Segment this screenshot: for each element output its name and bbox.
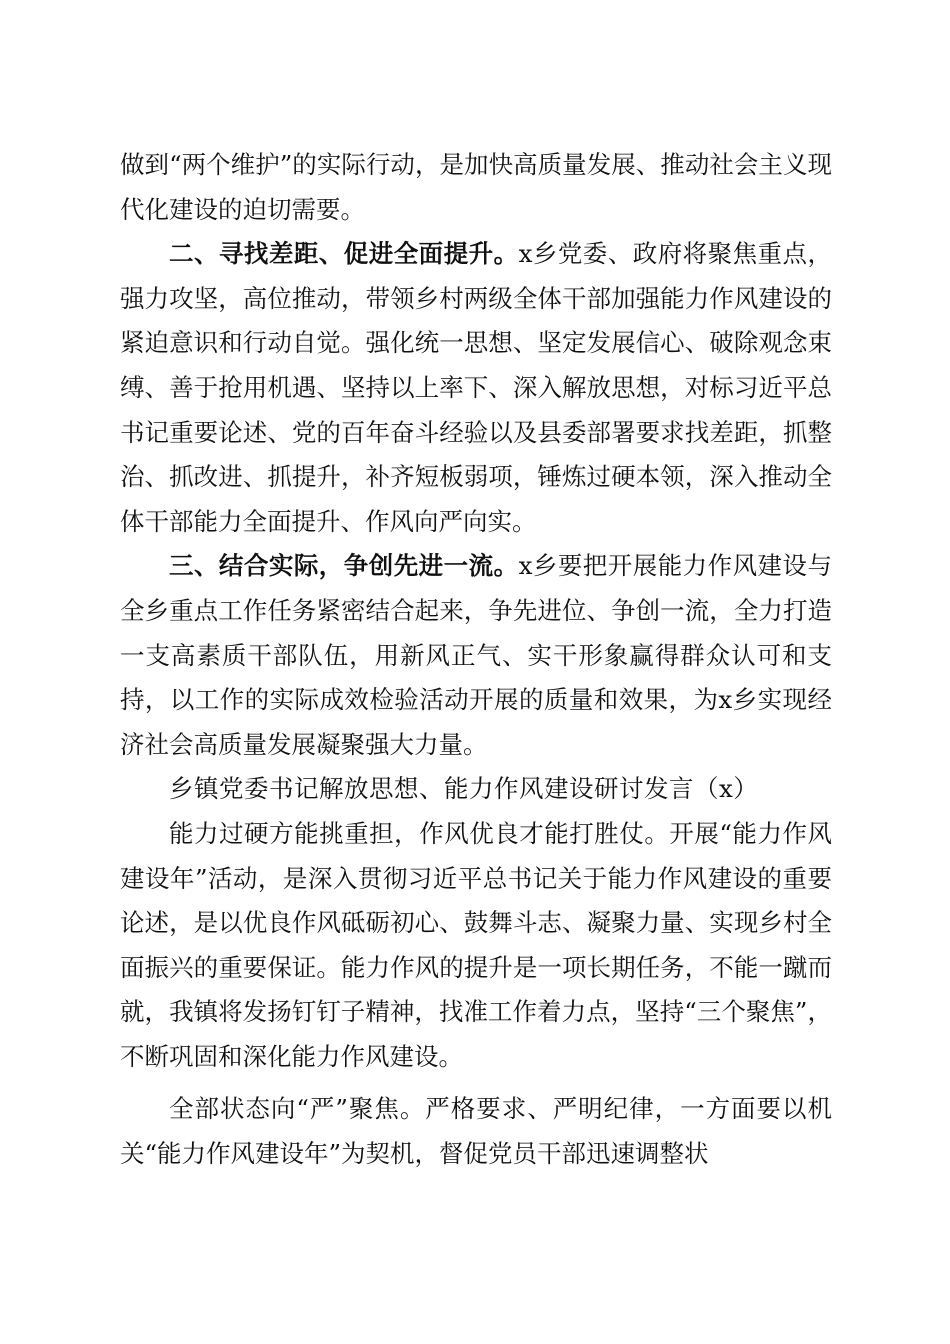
section-two-heading: 二、寻找差距、促进全面提升。 (169, 239, 519, 269)
document-page (120, 143, 832, 1177)
section-three-text: x乡要把开展能力作风建设与全乡重点工作任务紧密结合起来，争先进位、争创一流，全力打造一支高素质干部队伍，用新风正气、实干形象赢得群众认可和支持，以工作的实际成效检验活动开展的质量和效果，为x乡实现经济社会高质量发展凝聚强大力量。 (120, 551, 832, 759)
paragraph-text: 做到“两个维护”的实际行动，是加快高质量发展、推动社会主义现代化建设的迫切需要。 (120, 150, 832, 224)
paragraph-continuation (120, 143, 832, 232)
section-three-paragraph (120, 544, 832, 767)
speech-title: 乡镇党委书记解放思想、能力作风建设研讨发言（x） (169, 774, 759, 804)
section-two-text: x乡党委、政府将聚焦重点，强力攻坚，高位推动，带领乡村两级全体干部加强能力作风建设的紧迫意识和行动自觉。强化统一思想、坚定发展信心、破除观念束缚、善于抢用机遇、坚持以上率下、深入解放思想，对标习近平总书记重要论述、党的百年奋斗经验以及县委部署要求找差距，抓整治、抓改进、抓提升，补齐短板弱项，锤炼过硬本领，深入推动全体干部能力全面提升、作风向严向实。 (120, 239, 832, 536)
body-paragraph-focus: 全部状态向“严”聚焦。严格要求、严明纪律，一方面要以机关“能力作风建设年”为契机，督促党员干部迅速调整状 (120, 1094, 832, 1169)
section-three-heading: 三、结合实际，争创先进一流。 (169, 551, 519, 581)
section-two-paragraph (120, 232, 832, 544)
body-paragraph-intro: 能力过硬方能挑重担，作风优良才能打胜仗。开展“能力作风建设年”活动，是深入贯彻习近平总书记关于能力作风建设的重要论述，是以优良作风砥砺初心、鼓舞斗志、凝聚力量、实现乡村全面振兴的重要保证。能力作风的提升是一项长期任务，不能一蹴而就，我镇将发扬钉钉子精神，找准工作着力点，坚持“三个聚焦”，不断巩固和深化能力作风建设。 (120, 818, 832, 1071)
